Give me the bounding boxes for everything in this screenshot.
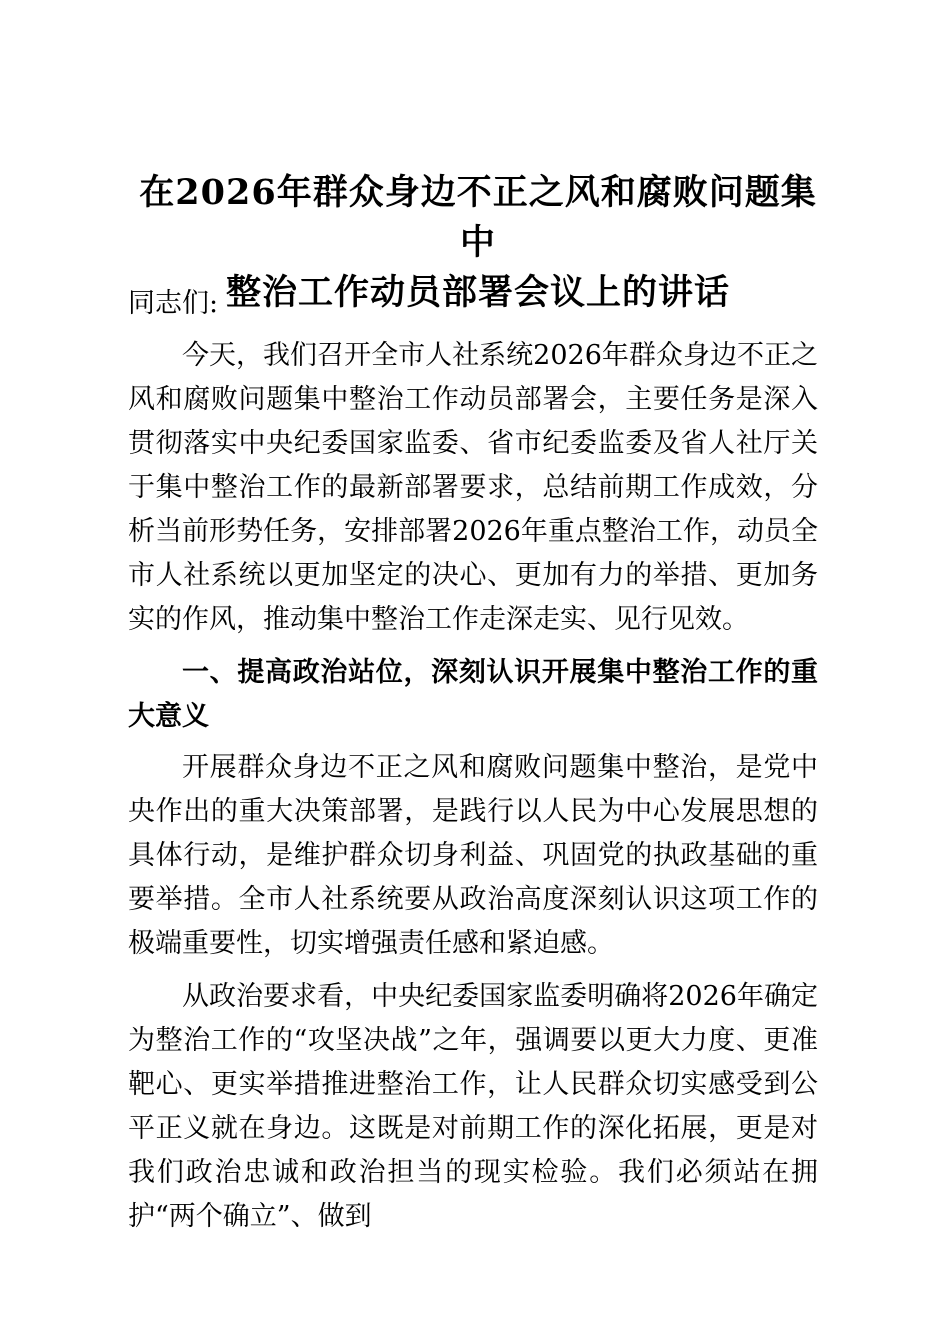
greeting: 同志们:: [128, 288, 219, 319]
section-heading-1: 一、提高政治站位，深刻认识开展集中整治工作的重大意义: [128, 657, 818, 732]
paragraph-significance: 开展群众身边不正之风和腐败问题集中整治，是党中央作出的重大决策部署，是践行以人民为中心发展思想的具体行动，是维护群众切身利益、巩固党的执政基础的重要举措。全市人社系统要从政治高度深刻认识这项工作的极端重要性，切实增强责任感和紧迫感。: [128, 752, 818, 959]
document-body: [128, 334, 818, 1248]
document-title: [128, 168, 828, 318]
title-line-2: 整治工作动员部署会议上的讲话: [225, 272, 730, 313]
paragraph-intro: 今天，我们召开全市人社系统2026年群众身边不正之风和腐败问题集中整治工作动员部署会，主要任务是深入贯彻落实中央纪委国家监委、省市纪委监委及省人社厅关于集中整治工作的最新部署要求，总结前期工作成效，分析当前形势任务，安排部署2026年重点整治工作，动员全市人社系统以更加坚定的决心、更加有力的举措、更加务实的作风，推动集中整治工作走深走实、见行见效。: [128, 340, 818, 635]
title-line-1: 在2026年群众身边不正之风和腐败问题集中: [139, 172, 817, 263]
paragraph-political-requirement: 从政治要求看，中央纪委国家监委明确将2026年确定为整治工作的“攻坚决战”之年，强调要以更大力度、更准靶心、更实举措推进整治工作，让人民群众切实感受到公平正义就在身边。这既是对前期工作的深化拓展，更是对我们政治忠诚和政治担当的现实检验。我们必须站在拥护“两个确立”、做到: [128, 981, 818, 1232]
